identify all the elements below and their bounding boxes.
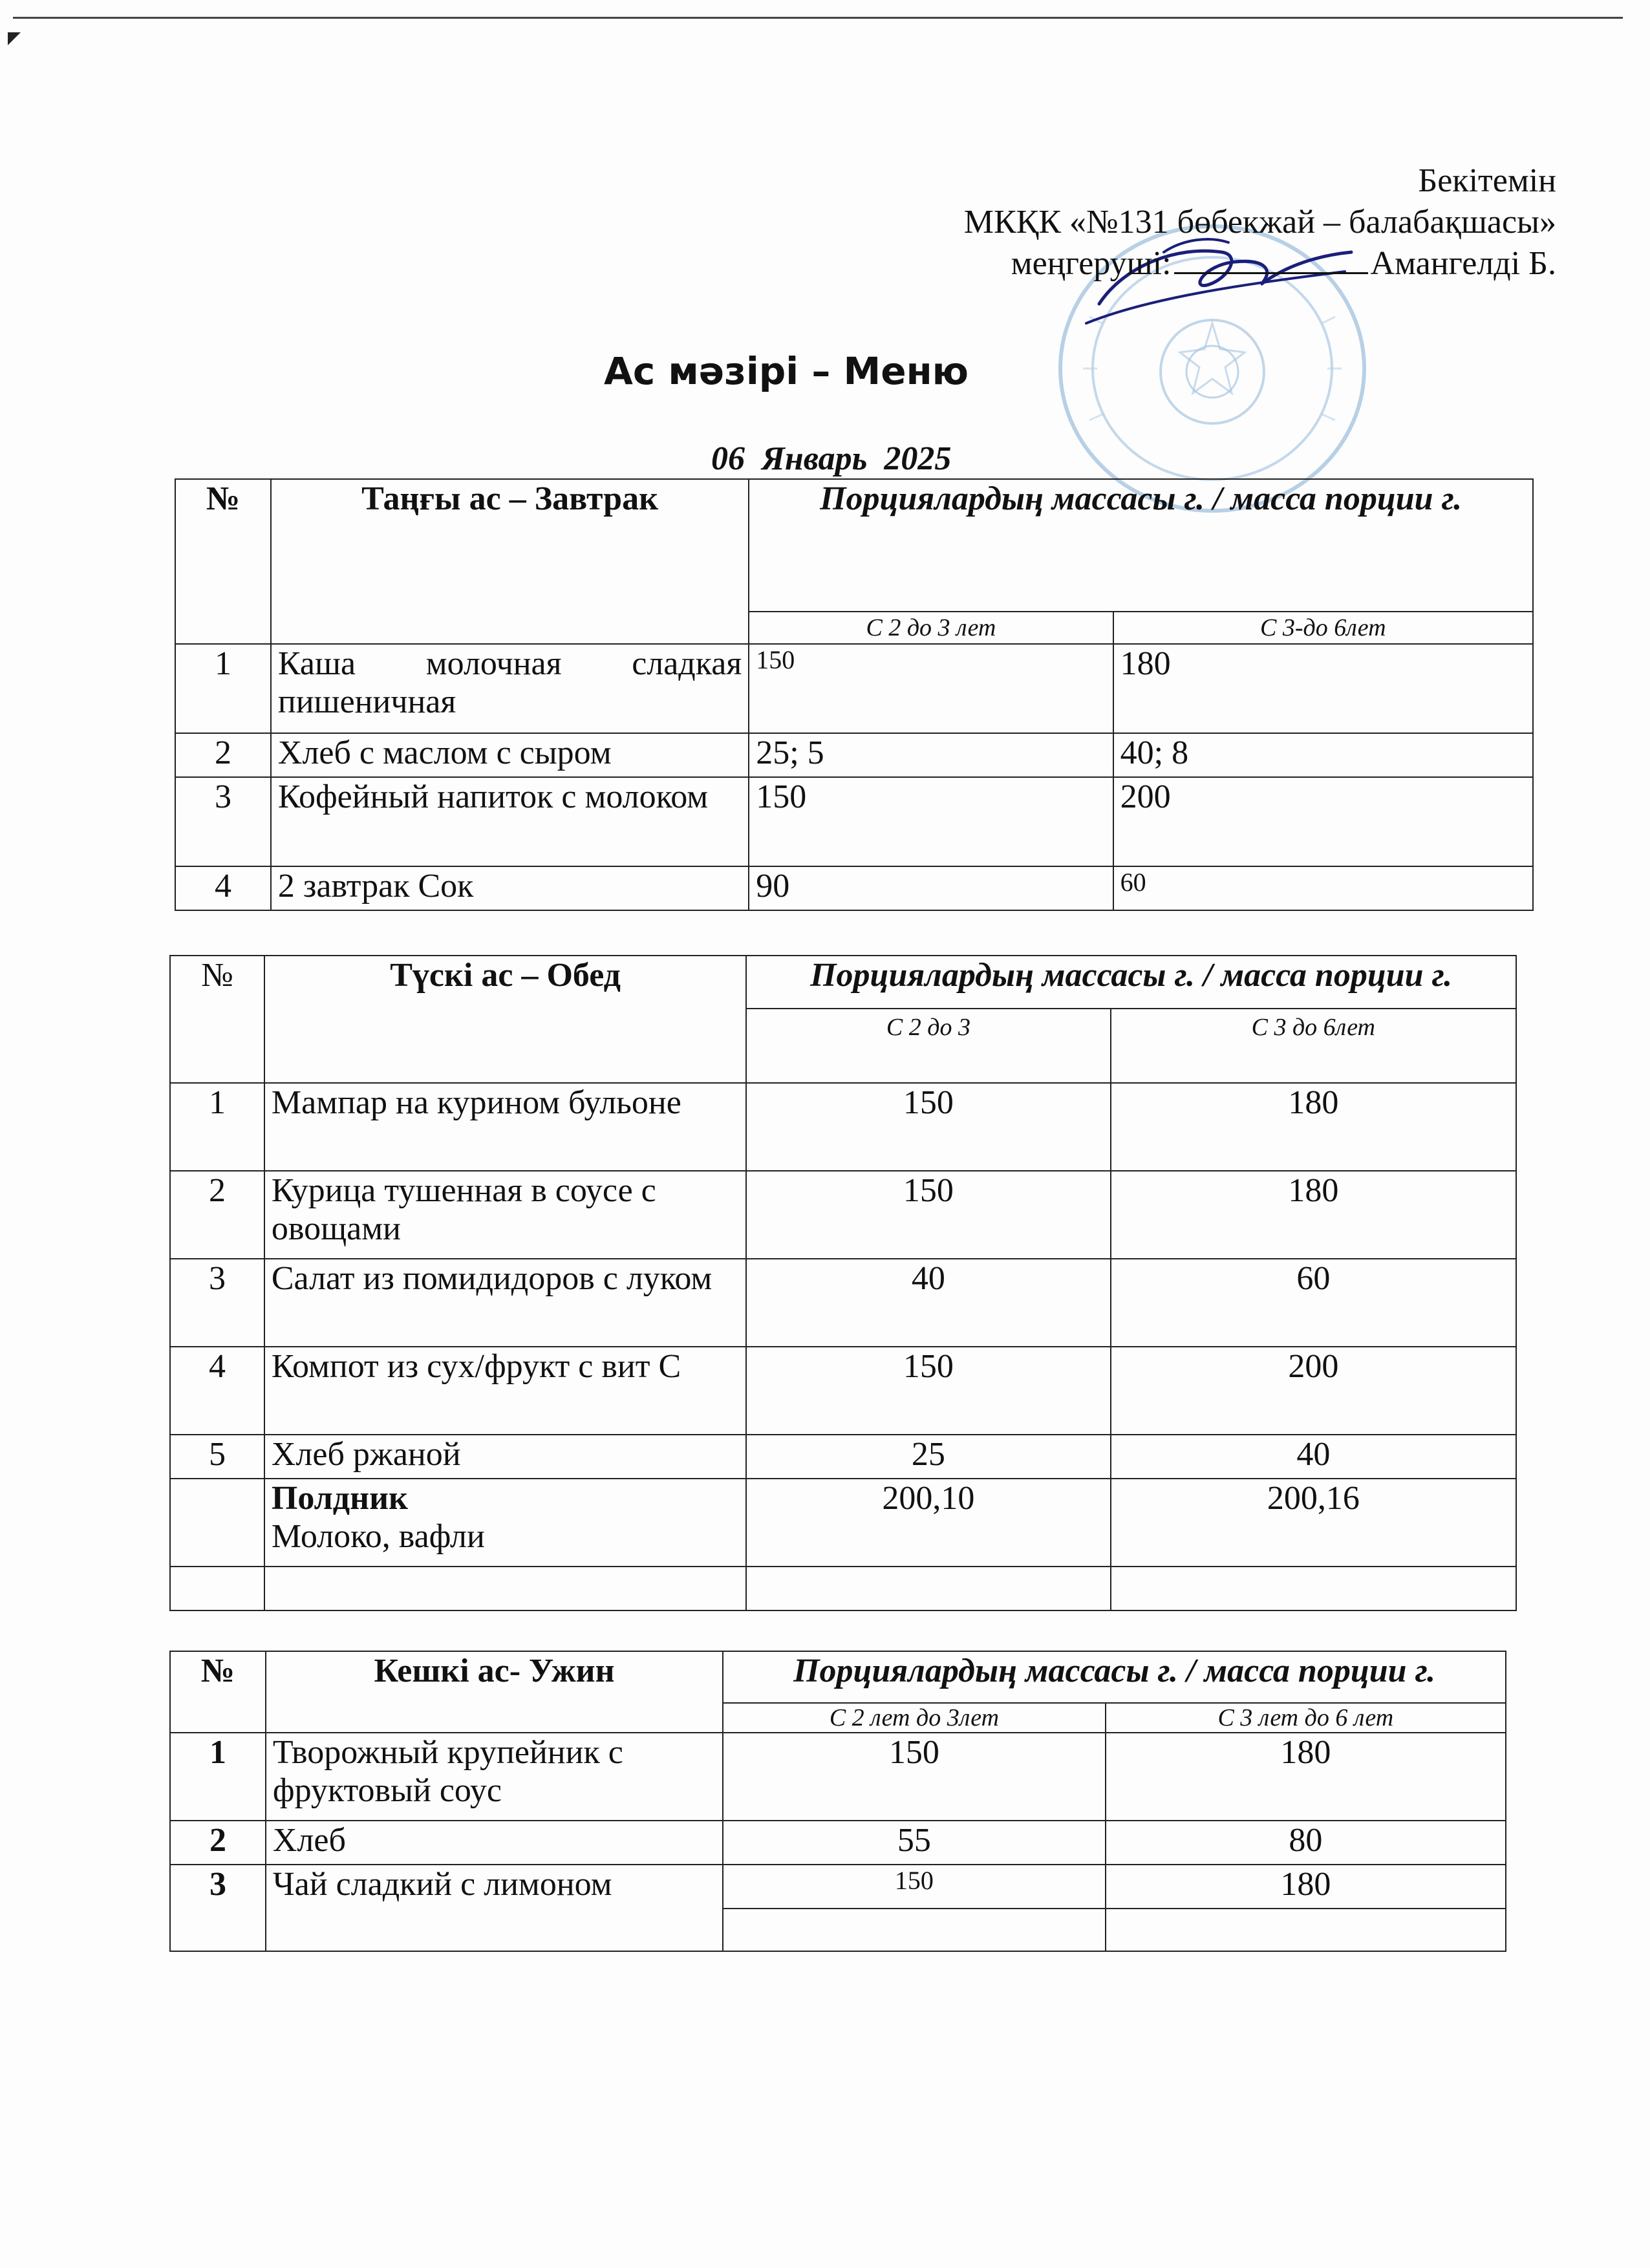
dish-name: Салат из помидидоров с луком (264, 1259, 746, 1347)
row-number: 5 (170, 1435, 264, 1479)
portion-older: 200 (1111, 1347, 1516, 1435)
portion-older: 200 (1113, 777, 1533, 866)
organization-name: МКҚК «№131 бөбекжай – балабақшасы» (963, 204, 1556, 241)
table-row (170, 1865, 1506, 1909)
table-row (170, 1259, 1516, 1347)
empty-row (170, 1567, 1516, 1610)
portion-young: 90 (749, 866, 1113, 910)
age-group-1: С 2 до 3 лет (749, 612, 1113, 644)
col-portion-weight: Порциялардың массасы г. / масса порции г. (749, 479, 1533, 612)
col-meal-title: Таңғы ас – Завтрак (271, 479, 749, 644)
portion-older: 200,16 (1111, 1479, 1516, 1567)
manager-line (964, 243, 1556, 284)
dish-name: Хлеб с маслом с сыром (271, 733, 749, 777)
table-row (170, 1347, 1516, 1435)
row-number: 2 (170, 1821, 266, 1865)
portion-older: 40 (1111, 1435, 1516, 1479)
col-meal-title: Кешкі ас- Ужин (266, 1651, 723, 1733)
portion-older: 180 (1106, 1733, 1506, 1821)
table-row (175, 866, 1533, 910)
portion-older: 60 (1113, 866, 1533, 910)
col-portion-weight: Порциялардың массасы г. / масса порции г. (746, 956, 1516, 1009)
scan-top-border (13, 17, 1623, 19)
approval-heading: Бекітемін (1418, 162, 1556, 199)
portion-older: 180 (1106, 1865, 1506, 1909)
row-number: 3 (170, 1865, 266, 1951)
row-number: 1 (170, 1083, 264, 1171)
snack-row (170, 1479, 1516, 1567)
dish-name: Чай сладкий с лимоном (266, 1865, 723, 1951)
row-number: 2 (170, 1171, 264, 1259)
dish-name: Творожный крупейник с фруктовый соус (266, 1733, 723, 1821)
portion-young: 150 (749, 644, 1113, 733)
scan-corner-mark (8, 32, 21, 45)
dish-name: Компот из сух/фрукт с вит С (264, 1347, 746, 1435)
portion-young: 55 (723, 1821, 1105, 1865)
manager-label: меңгерушi: (1011, 245, 1172, 282)
age-group-2: С 3-до 6лет (1113, 612, 1533, 644)
table-row (170, 1435, 1516, 1479)
snack-number-empty (170, 1479, 264, 1567)
portion-young: 150 (746, 1347, 1110, 1435)
portion-older: 60 (1111, 1259, 1516, 1347)
lunch-table (169, 955, 1517, 1611)
dish-name: 2 завтрак Сок (271, 866, 749, 910)
dinner-table (169, 1651, 1506, 1952)
portion-young: 40 (746, 1259, 1110, 1347)
table-row (175, 733, 1533, 777)
age-group-1: С 2 до 3 (746, 1009, 1110, 1083)
row-number: 3 (175, 777, 271, 866)
dish-name: Хлеб (266, 1821, 723, 1865)
dish-name: Каша молочная сладкая пишеничная (271, 644, 749, 733)
manager-name: Амангелдi Б. (1370, 245, 1556, 282)
row-number: 1 (170, 1733, 266, 1821)
age-group-2: С 3 лет до 6 лет (1106, 1703, 1506, 1733)
portion-older: 40; 8 (1113, 733, 1533, 777)
portion-young: 150 (723, 1733, 1105, 1821)
portion-young: 150 (746, 1083, 1110, 1171)
snack-cell (264, 1479, 746, 1567)
dish-name: Хлеб ржаной (264, 1435, 746, 1479)
portion-young: 150 (723, 1865, 1105, 1909)
col-number: № (170, 1651, 266, 1733)
dish-name: Мампар на курином бульоне (264, 1083, 746, 1171)
portion-older: 180 (1111, 1171, 1516, 1259)
row-number: 1 (175, 644, 271, 733)
row-number: 4 (170, 1347, 264, 1435)
row-number: 3 (170, 1259, 264, 1347)
portion-older: 80 (1106, 1821, 1506, 1865)
table-row (175, 777, 1533, 866)
portion-older: 180 (1111, 1083, 1516, 1171)
portion-young: 25; 5 (749, 733, 1113, 777)
portion-young: 200,10 (746, 1479, 1110, 1567)
col-number: № (170, 956, 264, 1083)
row-number: 4 (175, 866, 271, 910)
col-number: № (175, 479, 271, 644)
signature-blank (1174, 244, 1368, 274)
dish-name: Курица тушенная в соусе с овощами (264, 1171, 746, 1259)
menu-date: 06 Январь 2025 (711, 440, 952, 477)
table-row (170, 1821, 1506, 1865)
portion-young: 25 (746, 1435, 1110, 1479)
page-title: Ас мәзірі – Меню (603, 349, 969, 393)
col-portion-weight: Порциялардың массасы г. / масса порции г. (723, 1651, 1506, 1703)
approval-block (964, 160, 1556, 284)
col-meal-title: Түскі ас – Обед (264, 956, 746, 1083)
portion-young: 150 (749, 777, 1113, 866)
table-row (170, 1733, 1506, 1821)
table-row (170, 1171, 1516, 1259)
age-group-1: С 2 лет до 3лет (723, 1703, 1105, 1733)
table-row (170, 1083, 1516, 1171)
snack-title: Полдник (271, 1480, 408, 1517)
breakfast-table (175, 478, 1534, 911)
snack-items: Молоко, вафли (271, 1518, 485, 1555)
dish-name: Кофейный напиток с молоком (271, 777, 749, 866)
age-group-2: С 3 до 6лет (1111, 1009, 1516, 1083)
row-number: 2 (175, 733, 271, 777)
portion-older: 180 (1113, 644, 1533, 733)
portion-young: 150 (746, 1171, 1110, 1259)
table-row (175, 644, 1533, 733)
